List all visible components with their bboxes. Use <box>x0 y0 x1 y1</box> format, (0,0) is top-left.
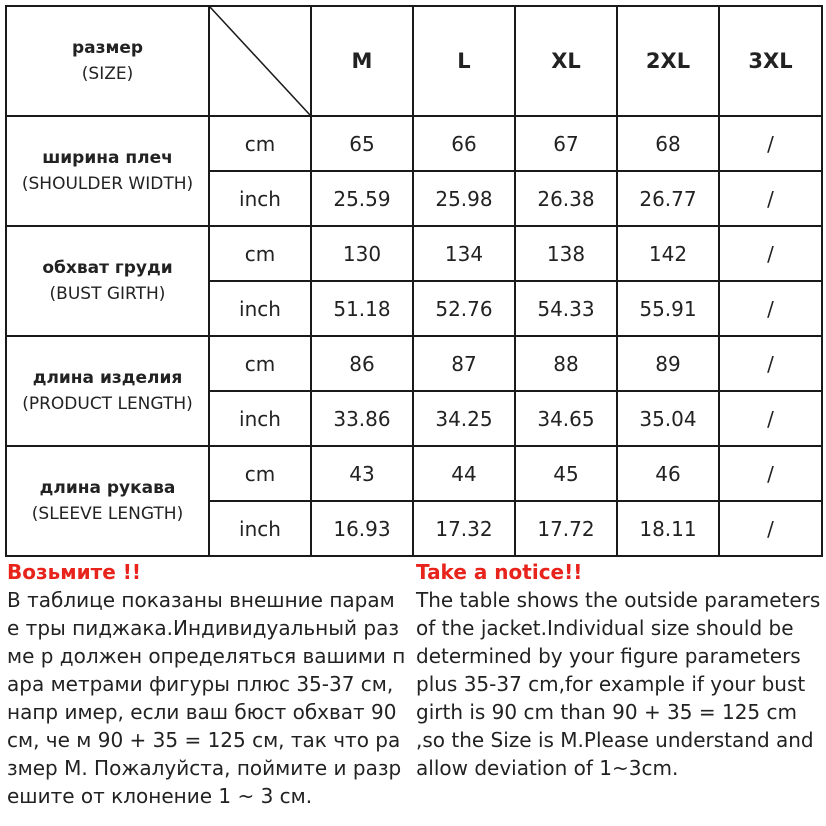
table-row <box>6 226 822 281</box>
table-row <box>6 446 822 501</box>
value-cell: / <box>719 446 822 501</box>
value-cell: 33.86 <box>311 391 413 446</box>
value-cell: 26.38 <box>515 171 617 226</box>
measurement-name-en: (SHOULDER WIDTH) <box>21 174 194 194</box>
size-chart-table <box>5 5 823 557</box>
value-cell: / <box>719 226 822 281</box>
table-row <box>6 336 822 391</box>
measurement-name-ru: ширина плеч <box>42 148 173 168</box>
value-cell: 18.11 <box>617 501 719 556</box>
value-cell: 54.33 <box>515 281 617 336</box>
value-cell: 17.32 <box>413 501 515 556</box>
notice-title-en: Take a notice!! <box>416 560 583 584</box>
value-cell: 87 <box>413 336 515 391</box>
value-cell: 17.72 <box>515 501 617 556</box>
value-cell: 45 <box>515 446 617 501</box>
diagonal-line <box>210 7 310 115</box>
value-cell: 88 <box>515 336 617 391</box>
notice-english <box>416 558 821 782</box>
unit-cell: cm <box>209 226 311 281</box>
value-cell: 130 <box>311 226 413 281</box>
value-cell: / <box>719 336 822 391</box>
value-cell: 138 <box>515 226 617 281</box>
table-row <box>6 116 822 171</box>
measurement-label-cell <box>6 226 209 336</box>
diagonal-corner-cell <box>209 6 311 116</box>
value-cell: 68 <box>617 116 719 171</box>
value-cell: 67 <box>515 116 617 171</box>
value-cell: 25.98 <box>413 171 515 226</box>
size-column-header: L <box>413 6 515 116</box>
measurement-name-en: (PRODUCT LENGTH) <box>22 394 193 414</box>
notice-title-ru: Возьмите !! <box>7 560 141 584</box>
size-column-header: M <box>311 6 413 116</box>
unit-cell: cm <box>209 336 311 391</box>
header-row <box>6 6 822 116</box>
value-cell: 25.59 <box>311 171 413 226</box>
notice-body-en: The table shows the outside parameters of the jacket.Individual size should be determined by your figure parameters plus 35-37 cm,for example if your bust girth is 90 cm than 90 + 35 = 125 cm ,so the Size is M.Please understand and allow deviation of 1~3cm. <box>416 588 821 780</box>
value-cell: / <box>719 501 822 556</box>
unit-cell: inch <box>209 281 311 336</box>
value-cell: 26.77 <box>617 171 719 226</box>
value-cell: 86 <box>311 336 413 391</box>
value-cell: 134 <box>413 226 515 281</box>
notice-russian <box>7 558 407 810</box>
value-cell: 34.65 <box>515 391 617 446</box>
value-cell: / <box>719 281 822 336</box>
size-column-header: XL <box>515 6 617 116</box>
value-cell: 44 <box>413 446 515 501</box>
measurement-label-cell <box>6 446 209 556</box>
value-cell: 65 <box>311 116 413 171</box>
measurement-name-ru: обхват груди <box>42 258 173 278</box>
size-header-en: (SIZE) <box>81 64 134 84</box>
value-cell: 16.93 <box>311 501 413 556</box>
measurement-name-en: (BUST GIRTH) <box>49 284 166 304</box>
measurement-label-cell <box>6 336 209 446</box>
notice-body-ru: В таблице показаны внешние параме тры пиджака.Индивидуальный разме р должен определяться вашими пара метрами фигуры плюс 35-37 см, напр имер, если ваш бюст обхват 90 см, че м 90 + 35 = 125 см, так что размер M. Пожалуйста, поймите и разрешите от клонение 1 ~ 3 см. <box>7 588 406 808</box>
size-column-header: 3XL <box>719 6 822 116</box>
value-cell: / <box>719 171 822 226</box>
value-cell: 51.18 <box>311 281 413 336</box>
value-cell: 46 <box>617 446 719 501</box>
value-cell: 142 <box>617 226 719 281</box>
value-cell: / <box>719 391 822 446</box>
unit-cell: inch <box>209 501 311 556</box>
measurement-label-cell <box>6 116 209 226</box>
unit-cell: inch <box>209 391 311 446</box>
value-cell: 43 <box>311 446 413 501</box>
value-cell: 35.04 <box>617 391 719 446</box>
unit-cell: cm <box>209 116 311 171</box>
size-column-header: 2XL <box>617 6 719 116</box>
value-cell: 89 <box>617 336 719 391</box>
size-header-ru: размер <box>71 38 144 58</box>
value-cell: 34.25 <box>413 391 515 446</box>
measurement-name-ru: длина изделия <box>32 368 183 388</box>
unit-cell: cm <box>209 446 311 501</box>
value-cell: 66 <box>413 116 515 171</box>
value-cell: 55.91 <box>617 281 719 336</box>
unit-cell: inch <box>209 171 311 226</box>
measurement-name-ru: длина рукава <box>39 478 176 498</box>
measurement-name-en: (SLEEVE LENGTH) <box>31 504 184 524</box>
value-cell: 52.76 <box>413 281 515 336</box>
value-cell: / <box>719 116 822 171</box>
size-header-cell <box>6 6 209 116</box>
